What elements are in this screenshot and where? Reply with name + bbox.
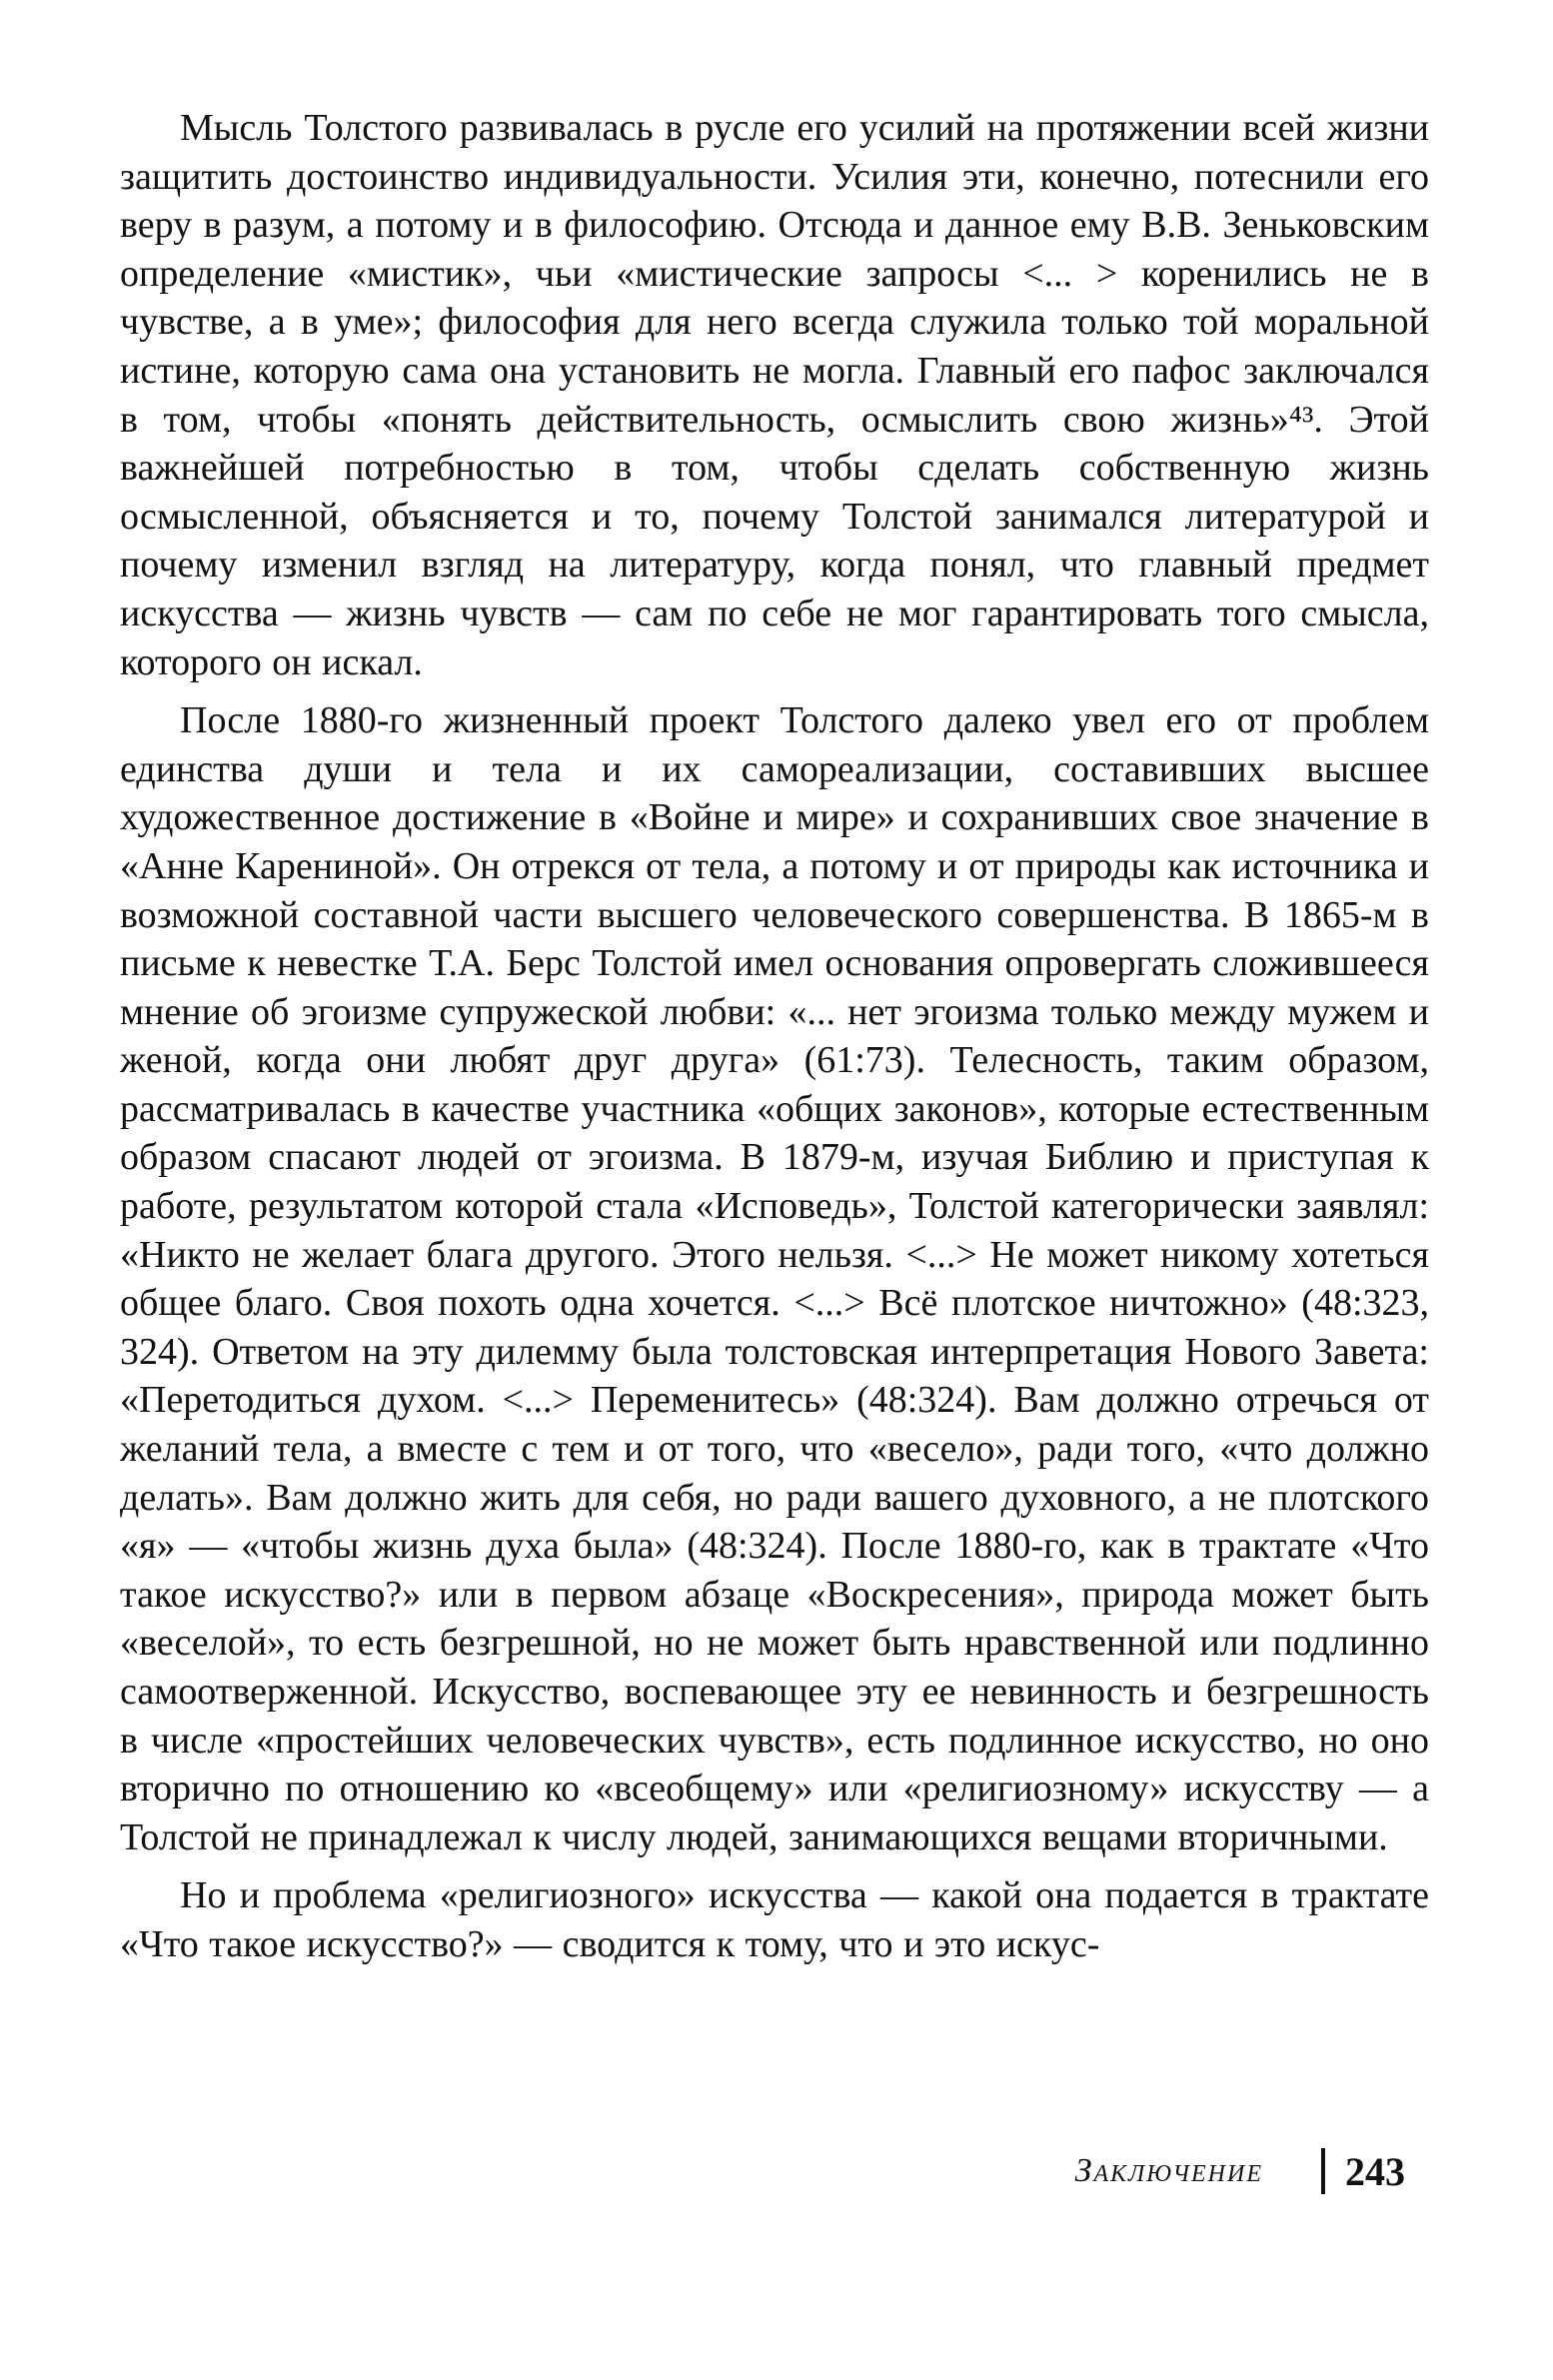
page-number: 243 — [1345, 2149, 1405, 2194]
paragraph-1: Мысль Толстого развивалась в русле его усилий на протяжении всей жизни защитить достоинство индивидуальности. Усилия эти, конечно, потеснили его веру в разум, а потому и в философию. Отсюда и данное ему В.В. Зеньковским определение «мистик», чьи «мистические запросы <... > коренились не в чувстве, а в уме»; философия для него всегда служила только той моральной истине, которую сама она установить не могла. Главный его пафос заключался в том, чтобы «понять действительность, осмыслить свою жизнь»⁴³. Этой важнейшей потребностью в том, чтобы сделать собственную жизнь осмысленной, объясняется и то, почему Толстой занимался литературой и почему изменил взгляд на литературу, когда понял, что главный предмет искусства — жизнь чувств — сам по себе не мог гарантировать того смысла, которого он искал. — [120, 107, 1429, 683]
paragraph-2: После 1880-го жизненный проект Толстого далеко увел его от проблем единства души и тела и их самореализации, составивших высшее художественное достижение в «Войне и мире» и сохранивших свое значение в «Анне Карениной». Он отрекся от тела, а потому и от природы как источника и возможной составной части высшего человеческого совершенства. В 1865-м в письме к невестке Т.А. Берс Толстой имел основания опровергать сложившееся мнение об эгоизме супружеской любви: «... нет эгоизма только между мужем и женой, когда они любят друг друга» (61:73). Телесность, таким образом, рассматривалась в качестве участника «общих законов», которые естественным образом спасают людей от эгоизма. В 1879-м, изучая Библию и приступая к работе, результатом которой стала «Исповедь», Толстой категорически заявлял: «Никто не желает блага другого. Этого нельзя. <...> Не может никому хотеться общее благо. Своя похоть одна хочется. <...> Всё плотское ничтожно» (48:323, 324). Ответом на эту дилемму была толстовская интерпретация Нового Завета: «Перетодиться духом. <...> Переменитесь» (48:324). Вам должно отречься от желаний тела, а вместе с тем и от того, что «весело», ради того, «что должно делать». Вам должно жить для себя, но ради вашего духовного, а не плотского «я» — «чтобы жизнь духа была» (48:324). После 1880-го, как в трактате «Что такое искусство?» или в первом абзаце «Воскресения», природа может быть «веселой», то есть безгрешной, но не может быть нравственной или подлинно самоотверженной. Искусство, воспевающее эту ее невинность и безгрешность в числе «простейших человеческих чувств», есть подлинное искусство, но оно вторично по отношению ко «всеобщему» или «религиозному» искусству — а Толстой не принадлежал к числу людей, занимающихся вещами вторичными. — [120, 699, 1429, 1858]
page-footer — [0, 2148, 1553, 2208]
running-head: Заключение — [1074, 2152, 1263, 2189]
footer-divider — [1321, 2148, 1325, 2194]
paragraph-3: Но и проблема «религиозного» искусства — какой она подается в трактате «Что такое искусство?» — сводится к тому, что и это искус- — [120, 1874, 1429, 1965]
body-text — [120, 104, 1429, 1969]
